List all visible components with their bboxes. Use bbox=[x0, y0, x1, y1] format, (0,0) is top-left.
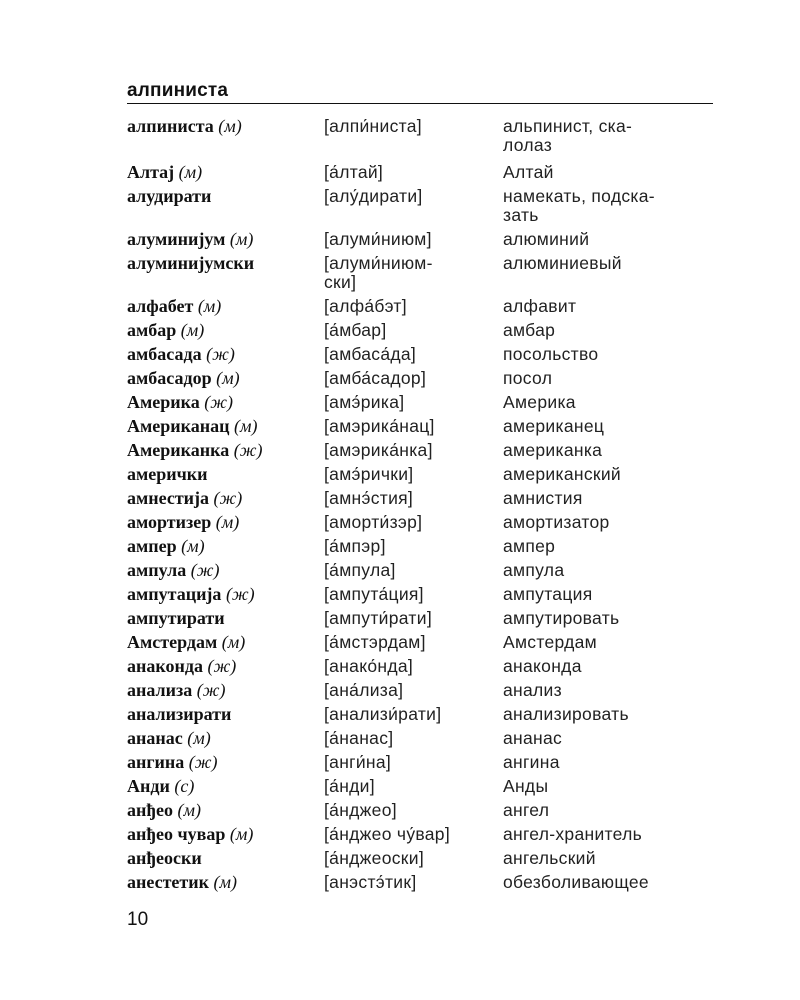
gender-label: (ж) bbox=[204, 392, 233, 412]
entry-headword bbox=[127, 297, 323, 316]
gender-label: (м) bbox=[218, 116, 242, 136]
entry-translation: алюминиевый bbox=[503, 253, 622, 273]
entry-pronunciation: [алпи́ниста] bbox=[324, 116, 422, 136]
entry-pronunciation: [а́нджео] bbox=[324, 800, 397, 820]
dictionary-entry bbox=[127, 801, 713, 825]
entry-pronunciation: [алфа́бэт] bbox=[324, 296, 407, 316]
dictionary-entry bbox=[127, 849, 713, 873]
entry-headword bbox=[127, 513, 323, 532]
gender-label: (м) bbox=[213, 872, 237, 892]
entry-pronunciation: [ана́лиза] bbox=[324, 680, 404, 700]
entry-pronunciation: [алу́дирати] bbox=[324, 186, 423, 206]
gender-label: (м) bbox=[221, 632, 246, 652]
gender-label: (м) bbox=[215, 512, 240, 532]
entry-translation: намекать, подска- зать bbox=[503, 186, 655, 225]
entry-pronunciation: [анэстэ́тик] bbox=[324, 872, 417, 892]
entry-headword bbox=[127, 117, 323, 136]
entry-translation: амбар bbox=[503, 320, 556, 340]
headword-text: ампула bbox=[127, 560, 187, 580]
entry-pronunciation: [а́нджео чу́вар] bbox=[324, 824, 450, 844]
gender-label: (ж) bbox=[207, 656, 237, 676]
entry-headword bbox=[127, 537, 323, 556]
entry-headword bbox=[127, 489, 323, 508]
gender-label: (ж) bbox=[233, 440, 263, 460]
gender-label: (м) bbox=[187, 728, 211, 748]
headword-text: ампутирати bbox=[127, 608, 225, 628]
entry-translation: Америка bbox=[503, 392, 576, 412]
entry-headword bbox=[127, 849, 323, 868]
headword-text: алпиниста bbox=[127, 116, 214, 136]
entry-translation: американка bbox=[503, 440, 603, 460]
dictionary-entry bbox=[127, 873, 713, 897]
dictionary-entry bbox=[127, 230, 713, 254]
entry-headword bbox=[127, 753, 323, 772]
dictionary-entry bbox=[127, 489, 713, 513]
dictionary-entry bbox=[127, 657, 713, 681]
entry-pronunciation: [амнэ́стия] bbox=[324, 488, 414, 508]
entry-translation: ампула bbox=[503, 560, 565, 580]
headword-text: анестетик bbox=[127, 872, 209, 892]
entry-translation: Анды bbox=[503, 776, 549, 796]
entry-translation: Амстердам bbox=[503, 632, 598, 652]
headword-text: ампер bbox=[127, 536, 177, 556]
entry-translation: анаконда bbox=[503, 656, 582, 676]
dictionary-entry bbox=[127, 777, 713, 801]
headword-text: ананас bbox=[127, 728, 183, 748]
dictionary-entry bbox=[127, 465, 713, 489]
dictionary-entry bbox=[127, 633, 713, 657]
entry-pronunciation: [а́нджеоски] bbox=[324, 848, 424, 868]
entry-translation: алфавит bbox=[503, 296, 577, 316]
headword-text: анђеоски bbox=[127, 848, 202, 868]
dictionary-entry bbox=[127, 585, 713, 609]
gender-label: (м) bbox=[180, 320, 205, 340]
gender-label: (с) bbox=[174, 776, 195, 796]
dictionary-entry bbox=[127, 441, 713, 465]
gender-label: (м) bbox=[178, 162, 203, 182]
entry-pronunciation: [амэрика́нка] bbox=[324, 440, 433, 460]
entry-translation: альпинист, ска- лолаз bbox=[503, 116, 633, 155]
entry-translation: анализ bbox=[503, 680, 562, 700]
gender-label: (ж) bbox=[190, 560, 220, 580]
dictionary-entry bbox=[127, 537, 713, 561]
entry-pronunciation: [амэрика́нац] bbox=[324, 416, 435, 436]
headword-text: алуминијумски bbox=[127, 253, 255, 273]
dictionary-entries bbox=[127, 117, 713, 897]
entry-pronunciation: [а́лтай] bbox=[324, 162, 384, 182]
entry-pronunciation: [алуми́ниюм] bbox=[324, 229, 432, 249]
gender-label: (м) bbox=[181, 536, 205, 556]
headword-text: анђео bbox=[127, 800, 174, 820]
entry-headword bbox=[127, 801, 323, 820]
entry-pronunciation: [а́нанас] bbox=[324, 728, 394, 748]
dictionary-entry bbox=[127, 681, 713, 705]
entry-translation: амнистия bbox=[503, 488, 583, 508]
dictionary-entry bbox=[127, 297, 713, 321]
entry-headword bbox=[127, 321, 323, 340]
entry-headword bbox=[127, 441, 323, 460]
dictionary-entry bbox=[127, 321, 713, 345]
entry-pronunciation: [анги́на] bbox=[324, 752, 392, 772]
dictionary-entry bbox=[127, 513, 713, 537]
headword-text: анализирати bbox=[127, 704, 232, 724]
headword-text: амбасада bbox=[127, 344, 202, 364]
dictionary-entry bbox=[127, 825, 713, 849]
header-rule bbox=[127, 103, 713, 104]
gender-label: (ж) bbox=[206, 344, 235, 364]
entry-headword bbox=[127, 873, 323, 892]
entry-headword bbox=[127, 825, 323, 844]
dictionary-entry bbox=[127, 163, 713, 187]
gender-label: (м) bbox=[216, 368, 240, 388]
dictionary-entry bbox=[127, 609, 713, 633]
entry-pronunciation: [амэ́рички] bbox=[324, 464, 414, 484]
entry-headword bbox=[127, 393, 323, 412]
dictionary-entry bbox=[127, 393, 713, 417]
entry-headword bbox=[127, 561, 323, 580]
entry-pronunciation: [анако́нда] bbox=[324, 656, 414, 676]
entry-translation: ангина bbox=[503, 752, 560, 772]
entry-headword bbox=[127, 729, 323, 748]
headword-text: алфабет bbox=[127, 296, 194, 316]
gender-label: (ж) bbox=[196, 680, 226, 700]
headword-text: Американац bbox=[127, 416, 230, 436]
entry-translation: ангел-хранитель bbox=[503, 824, 643, 844]
headword-text: амбасадор bbox=[127, 368, 212, 388]
running-head: алпиниста bbox=[127, 80, 229, 101]
entry-translation: американский bbox=[503, 464, 621, 484]
dictionary-entry bbox=[127, 345, 713, 369]
dictionary-entry bbox=[127, 254, 713, 297]
headword-text: Американка bbox=[127, 440, 230, 460]
gender-label: (м) bbox=[197, 296, 222, 316]
dictionary-entry bbox=[127, 117, 713, 163]
headword-text: анаконда bbox=[127, 656, 203, 676]
gender-label: (м) bbox=[233, 416, 258, 436]
dictionary-entry bbox=[127, 753, 713, 777]
entry-headword bbox=[127, 681, 323, 700]
dictionary-entry bbox=[127, 705, 713, 729]
headword-text: ампутација bbox=[127, 584, 222, 604]
entry-pronunciation: [а́мбар] bbox=[324, 320, 387, 340]
gender-label: (ж) bbox=[225, 584, 255, 604]
dictionary-entry bbox=[127, 729, 713, 753]
entry-pronunciation: [а́нди] bbox=[324, 776, 375, 796]
entry-headword bbox=[127, 417, 323, 436]
entry-translation: американец bbox=[503, 416, 605, 436]
entry-headword bbox=[127, 705, 323, 724]
entry-pronunciation: [аморти́зэр] bbox=[324, 512, 423, 532]
entry-headword bbox=[127, 633, 323, 652]
gender-label: (м) bbox=[229, 229, 254, 249]
entry-translation: ананас bbox=[503, 728, 563, 748]
entry-headword bbox=[127, 187, 323, 206]
headword-text: Алтај bbox=[127, 162, 175, 182]
dictionary-entry bbox=[127, 369, 713, 393]
headword-text: амерички bbox=[127, 464, 208, 484]
gender-label: (м) bbox=[229, 824, 254, 844]
headword-text: Америка bbox=[127, 392, 200, 412]
headword-text: амбар bbox=[127, 320, 177, 340]
entry-headword bbox=[127, 230, 323, 249]
headword-text: анђео чувар bbox=[127, 824, 226, 844]
entry-translation: ангельский bbox=[503, 848, 596, 868]
dictionary-entry bbox=[127, 561, 713, 585]
headword-text: Амстердам bbox=[127, 632, 218, 652]
headword-text: алуминијум bbox=[127, 229, 226, 249]
entry-pronunciation: [ампута́ция] bbox=[324, 584, 424, 604]
entry-headword bbox=[127, 254, 323, 273]
entry-translation: ангел bbox=[503, 800, 550, 820]
entry-translation: посольство bbox=[503, 344, 599, 364]
entry-headword bbox=[127, 163, 323, 182]
entry-headword bbox=[127, 465, 323, 484]
entry-pronunciation: [амбаса́да] bbox=[324, 344, 417, 364]
entry-translation: ампер bbox=[503, 536, 556, 556]
headword-text: амнестија bbox=[127, 488, 210, 508]
dictionary-entry bbox=[127, 417, 713, 441]
entry-headword bbox=[127, 369, 323, 388]
entry-pronunciation: [а́мпула] bbox=[324, 560, 396, 580]
gender-label: (ж) bbox=[213, 488, 243, 508]
entry-translation: ампутировать bbox=[503, 608, 620, 628]
entry-pronunciation: [а́мпэр] bbox=[324, 536, 386, 556]
entry-headword bbox=[127, 777, 323, 796]
entry-translation: Алтай bbox=[503, 162, 554, 182]
entry-translation: посол bbox=[503, 368, 553, 388]
page-number: 10 bbox=[127, 909, 149, 930]
entry-pronunciation: [анализи́рати] bbox=[324, 704, 442, 724]
gender-label: (ж) bbox=[188, 752, 218, 772]
entry-headword bbox=[127, 585, 323, 604]
headword-text: алудирати bbox=[127, 186, 212, 206]
entry-pronunciation: [алуми́ниюм- ски] bbox=[324, 253, 433, 292]
entry-translation: алюминий bbox=[503, 229, 590, 249]
entry-headword bbox=[127, 657, 323, 676]
entry-translation: ампутация bbox=[503, 584, 593, 604]
entry-pronunciation: [ампути́рати] bbox=[324, 608, 432, 628]
entry-pronunciation: [амэ́рика] bbox=[324, 392, 405, 412]
headword-text: анализа bbox=[127, 680, 193, 700]
entry-pronunciation: [амба́садор] bbox=[324, 368, 427, 388]
headword-text: амортизер bbox=[127, 512, 212, 532]
entry-headword bbox=[127, 609, 323, 628]
dictionary-entry bbox=[127, 187, 713, 230]
entry-translation: амортизатор bbox=[503, 512, 610, 532]
headword-text: ангина bbox=[127, 752, 185, 772]
entry-translation: обезболивающее bbox=[503, 872, 649, 892]
gender-label: (м) bbox=[177, 800, 202, 820]
headword-text: Анди bbox=[127, 776, 170, 796]
entry-pronunciation: [а́мстэрдам] bbox=[324, 632, 426, 652]
entry-translation: анализировать bbox=[503, 704, 629, 724]
entry-headword bbox=[127, 345, 323, 364]
